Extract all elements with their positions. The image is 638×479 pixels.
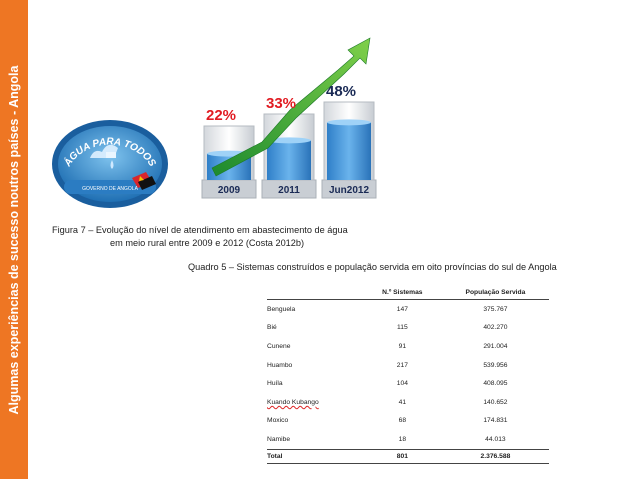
province-name: Namibe bbox=[267, 435, 291, 443]
figure-caption-line2: em meio rural entre 2009 e 2012 (Costa 2012b) bbox=[110, 238, 305, 248]
figure-caption-line1: Figura 7 – Evolução do nível de atendimento em abastecimento de água bbox=[52, 225, 348, 235]
figure-caption bbox=[52, 224, 452, 250]
water-coverage-chart bbox=[190, 30, 390, 210]
population-served: 140.652 bbox=[483, 398, 508, 406]
province-name: Bié bbox=[267, 324, 277, 332]
systems-count: 147 bbox=[396, 305, 408, 313]
table-row bbox=[267, 412, 549, 431]
province-name: Benguela bbox=[267, 305, 296, 313]
systems-count: 217 bbox=[396, 361, 408, 369]
category-label: 2009 bbox=[217, 185, 241, 196]
table-row bbox=[267, 337, 549, 356]
population-served: 539.956 bbox=[483, 361, 508, 369]
value-label: 48% bbox=[325, 83, 357, 100]
logo-sub-text: GOVERNO DE ANGOLA bbox=[82, 186, 138, 192]
systems-count: 18 bbox=[398, 435, 407, 443]
provinces-table bbox=[267, 285, 549, 464]
water-level-bar bbox=[267, 140, 311, 180]
water-surface bbox=[327, 119, 371, 125]
systems-count: 104 bbox=[396, 380, 408, 388]
population-served: 375.767 bbox=[483, 305, 508, 313]
value-label: 33% bbox=[265, 95, 297, 112]
value-label: 22% bbox=[205, 107, 237, 124]
table-row bbox=[267, 300, 549, 319]
category-label: 2011 bbox=[278, 185, 300, 196]
logo-arc-text: ÁGUA PARA TODOS bbox=[62, 136, 158, 169]
systems-count: 68 bbox=[398, 417, 407, 425]
population-served: 174.831 bbox=[483, 417, 508, 425]
table-caption: Quadro 5 – Sistemas construídos e população servida em oito províncias do sul de Angola bbox=[188, 262, 557, 272]
systems-count: 91 bbox=[398, 342, 407, 350]
population-served: 44.013 bbox=[485, 435, 506, 443]
table-row bbox=[267, 430, 549, 449]
province-name-text: Kuando Kubango bbox=[267, 398, 319, 406]
header-population: População Servida bbox=[442, 285, 549, 300]
header-systems: N.º Sistemas bbox=[363, 285, 442, 300]
table-total-row bbox=[267, 449, 549, 463]
province-name: Moxico bbox=[267, 417, 289, 425]
table-row bbox=[267, 356, 549, 375]
water-level-bar bbox=[327, 122, 371, 180]
header-province bbox=[267, 285, 363, 300]
category-label: Jun2012 bbox=[328, 185, 370, 196]
sidebar-title: Algumas experiências de sucesso noutros países - Angola bbox=[7, 65, 21, 415]
total-label: Total bbox=[267, 449, 363, 463]
province-name bbox=[267, 393, 363, 412]
total-population: 2.376.588 bbox=[442, 449, 549, 463]
total-systems: 801 bbox=[363, 449, 442, 463]
table-row bbox=[267, 319, 549, 338]
table-row bbox=[267, 393, 549, 412]
table-row bbox=[267, 374, 549, 393]
systems-count: 115 bbox=[397, 324, 408, 332]
agua-para-todos-logo bbox=[50, 118, 170, 210]
province-name: Cunene bbox=[267, 342, 291, 350]
population-served: 291.004 bbox=[483, 342, 508, 350]
systems-count: 41 bbox=[398, 398, 407, 406]
province-name: Huambo bbox=[267, 361, 293, 369]
population-served: 402.270 bbox=[483, 324, 508, 332]
population-served: 408.095 bbox=[483, 380, 508, 388]
sidebar bbox=[0, 0, 28, 479]
province-name: Huíla bbox=[267, 380, 283, 388]
